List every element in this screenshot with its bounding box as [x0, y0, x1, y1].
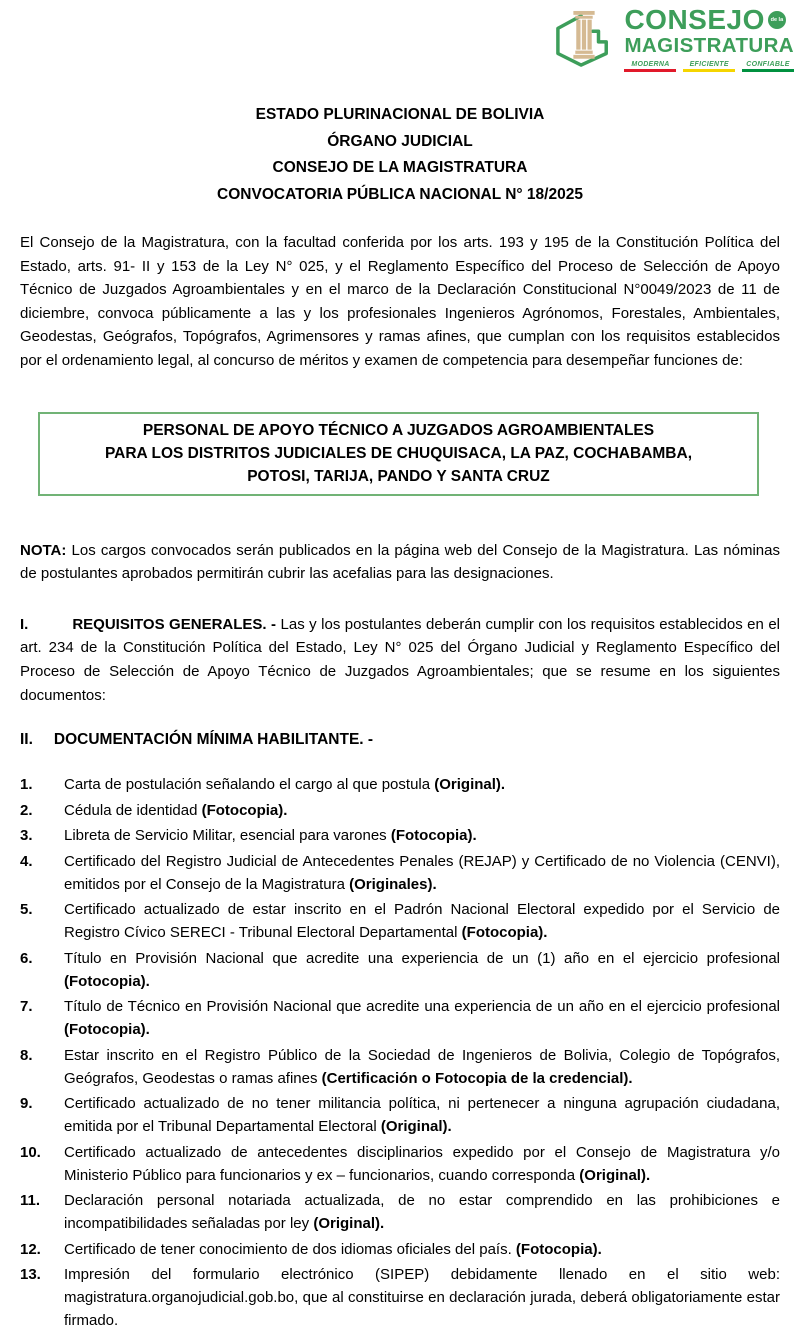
- requirement-number: 6.: [20, 949, 33, 967]
- logo-building-icon: [551, 10, 617, 68]
- nota-paragraph: [20, 539, 780, 586]
- requirement-description: Certificado actualizado de no tener militancia política, ni pertenecer a ninguna agrupación ciudadana, emitida por el Tribunal Departamental Electoral: [64, 1095, 780, 1136]
- section-2-title: DOCUMENTACIÓN MÍNIMA HABILITANTE. -: [53, 731, 374, 749]
- logo-name-magistratura: MAGISTRATURA: [624, 34, 794, 57]
- requirement-number: 4.: [20, 852, 33, 870]
- requirement-number: 13.: [20, 1266, 41, 1284]
- requirement-text: [64, 1189, 780, 1235]
- header-line: CONSEJO DE LA MAGISTRATURA: [272, 159, 528, 176]
- section-documentacion-minima: [20, 728, 780, 752]
- position-title-line: POTOSI, TARIJA, PANDO Y SANTA CRUZ: [247, 467, 550, 485]
- requirement-item: [20, 1092, 780, 1138]
- header-line: ESTADO PLURINACIONAL DE BOLIVIA: [255, 106, 545, 123]
- requirement-text: [64, 1238, 780, 1261]
- requirement-doc-type: (Originales).: [349, 875, 437, 893]
- requirement-item: [20, 1141, 780, 1187]
- requirement-number: 12.: [20, 1240, 41, 1258]
- requirements-list: [20, 773, 780, 1328]
- requirement-doc-type: (Fotocopia).: [64, 972, 150, 990]
- requirement-text: [64, 773, 780, 796]
- requirement-description: Estar inscrito en el Registro Público de la Sociedad de Ingenieros de Bolivia, Colegio de Topógrafos, Geógrafos, Geodestas o ramas afines: [64, 1046, 780, 1087]
- requirement-number: 2.: [20, 801, 33, 819]
- requirement-item: [20, 1238, 780, 1261]
- requirement-doc-type: (Fotocopia).: [64, 1021, 150, 1039]
- logo-tagline-item: [683, 61, 735, 72]
- section-1-title: REQUISITOS GENERALES. -: [72, 615, 277, 633]
- requirement-text: [64, 824, 780, 847]
- requirement-doc-type: (Original).: [313, 1215, 385, 1233]
- requirement-text: [64, 1141, 780, 1187]
- requirement-item: [20, 850, 780, 896]
- requirement-text: [64, 1044, 780, 1090]
- requirement-description: Declaración personal notariada actualizada, de no estar comprendido en las prohibiciones e incompatibilidades señaladas por ley: [64, 1192, 780, 1233]
- requirement-text: [64, 898, 780, 944]
- requirement-text: [64, 1092, 780, 1138]
- requirement-description: Certificado actualizado de antecedentes disciplinarios expedido por el Consejo de Magistratura y/o Ministerio Público para funcionarios y ex – funcionarios, cuando corresponda: [64, 1143, 780, 1184]
- logo-tagline-item: [742, 61, 794, 72]
- logo-tagline: [624, 61, 794, 72]
- intro-paragraph: El Consejo de la Magistratura, con la facultad conferida por los arts. 193 y 195 de la Constitución Política del Estado, arts. 91- II y 153 de la Ley N° 025, y el Reglamento Específico del Proceso de Selección de Apoyo Técnico de Juzgados Agroambientales y en el marco de la Declaración Constitucional N°0049/2023 de 11 de diciembre, convoca públicamente a las y los profesionales Ingenieros Agrónomos, Forestales, Ambientales, Geodestas, Geógrafos, Topógrafos, Agrimensores y ramas afines, que cumplan con los requisitos establecidos por el ordenamiento legal, al concurso de méritos y examen de competencia para desempeñar funciones de:: [20, 234, 780, 369]
- section-1-text: Las y los postulantes deberán cumplir con los requisitos establecidos en el art. 234 de la Constitución Política del Estado, Ley N° 025 del Órgano Judicial y Reglamento Específico del Proceso de Selección de Apoyo Técnico de Juzgados Agroambientales; que se resume en los siguientes documentos:: [20, 615, 780, 704]
- section-requisitos-generales: [20, 613, 780, 707]
- requirement-item: [20, 1263, 780, 1328]
- requirement-item: [20, 898, 780, 944]
- nota-text: Los cargos convocados serán publicados en la página web del Consejo de la Magistratura. Las nóminas de postulantes aprobados permitirán cubrir las acefalias para las designaciones.: [20, 541, 780, 583]
- requirement-number: 1.: [20, 776, 33, 794]
- requirement-item: [20, 773, 780, 796]
- position-title-line: PARA LOS DISTRITOS JUDICIALES DE CHUQUISACA, LA PAZ, COCHABAMBA,: [104, 444, 692, 462]
- requirement-item: [20, 799, 780, 822]
- requirement-description: Certificado de tener conocimiento de dos idiomas oficiales del país.: [64, 1240, 516, 1258]
- requirement-doc-type: (Original).: [579, 1166, 651, 1184]
- requirement-description: Impresión del formulario electrónico (SIPEP) debidamente llenado en el sitio web: magistratura.organojudicial.gob.bo, que al constituirse en declaración jurada, deberá obligatoriamente estar firmado.: [64, 1266, 780, 1328]
- requirement-text: [64, 1263, 780, 1328]
- requirement-item: [20, 1189, 780, 1235]
- header-line: ÓRGANO JUDICIAL: [327, 132, 473, 150]
- logo-name-consejo: CONSEJO: [624, 4, 765, 35]
- position-title-line: PERSONAL DE APOYO TÉCNICO A JUZGADOS AGROAMBIENTALES: [142, 421, 655, 439]
- requirement-description: Libreta de Servicio Militar, esencial para varones: [64, 827, 391, 845]
- logo-tagline-label: CONFIABLE: [746, 60, 790, 68]
- requirement-text: [64, 850, 780, 896]
- logo-tagline-label: MODERNA: [631, 60, 670, 68]
- requirement-item: [20, 995, 780, 1041]
- requirement-doc-type: (Original).: [434, 776, 506, 794]
- requirement-item: [20, 824, 780, 847]
- requirement-item: [20, 947, 780, 993]
- logo-de-la-badge: de la: [768, 11, 786, 29]
- logo-name-row: [624, 6, 794, 34]
- position-title-box: [38, 412, 759, 496]
- requirement-doc-type: (Fotocopia).: [201, 801, 288, 819]
- nota-label: NOTA:: [20, 541, 67, 559]
- requirement-description: Certificado del Registro Judicial de Antecedentes Penales (REJAP) y Certificado de no Violencia (CENVI), emitidos por el Consejo de la Magistratura: [64, 852, 780, 893]
- requirement-doc-type: (Fotocopia).: [515, 1240, 602, 1258]
- requirement-description: Carta de postulación señalando el cargo al que postula: [64, 776, 435, 794]
- requirement-number: 3.: [20, 827, 33, 845]
- requirement-number: 7.: [20, 998, 33, 1016]
- logo-tagline-bar: [742, 69, 794, 72]
- requirement-doc-type: (Fotocopia).: [461, 924, 548, 942]
- requirement-item: [20, 1044, 780, 1090]
- requirement-doc-type: (Original).: [380, 1118, 452, 1136]
- requirement-number: 11.: [20, 1192, 41, 1210]
- requirement-number: 9.: [20, 1095, 33, 1113]
- section-1-number: I.: [20, 615, 29, 633]
- requirement-description: Certificado actualizado de estar inscrito en el Padrón Nacional Electoral expedido por el Servicio de Registro Cívico SERECI - Tribunal Electoral Departamental: [64, 901, 780, 942]
- requirement-number: 8.: [20, 1046, 33, 1064]
- requirement-doc-type: (Certificación o Fotocopia de la credencial).: [321, 1069, 633, 1087]
- requirement-text: [64, 799, 780, 822]
- requirement-number: 5.: [20, 901, 33, 919]
- logo-tagline-item: [624, 61, 676, 72]
- logo-text: [624, 6, 794, 72]
- logo-tagline-label: EFICIENTE: [689, 60, 729, 68]
- logo-tagline-bar: [624, 69, 676, 72]
- logo-tagline-bar: [683, 69, 735, 72]
- requirement-description: Cédula de identidad: [64, 801, 202, 819]
- requirement-number: 10.: [20, 1143, 41, 1161]
- requirement-doc-type: (Fotocopia).: [390, 827, 477, 845]
- logo: [551, 6, 794, 72]
- requirement-description: Título de Técnico en Provisión Nacional que acredite una experiencia de un año en el ejercicio profesional: [64, 998, 780, 1016]
- section-2-number: II.: [20, 731, 33, 749]
- header-line: CONVOCATORIA PÚBLICA NACIONAL N° 18/2025: [217, 185, 583, 203]
- requirement-text: [64, 995, 780, 1041]
- requirement-description: Título en Provisión Nacional que acredite una experiencia de un (1) año en el ejercicio profesional: [64, 949, 780, 967]
- requirement-text: [64, 947, 780, 993]
